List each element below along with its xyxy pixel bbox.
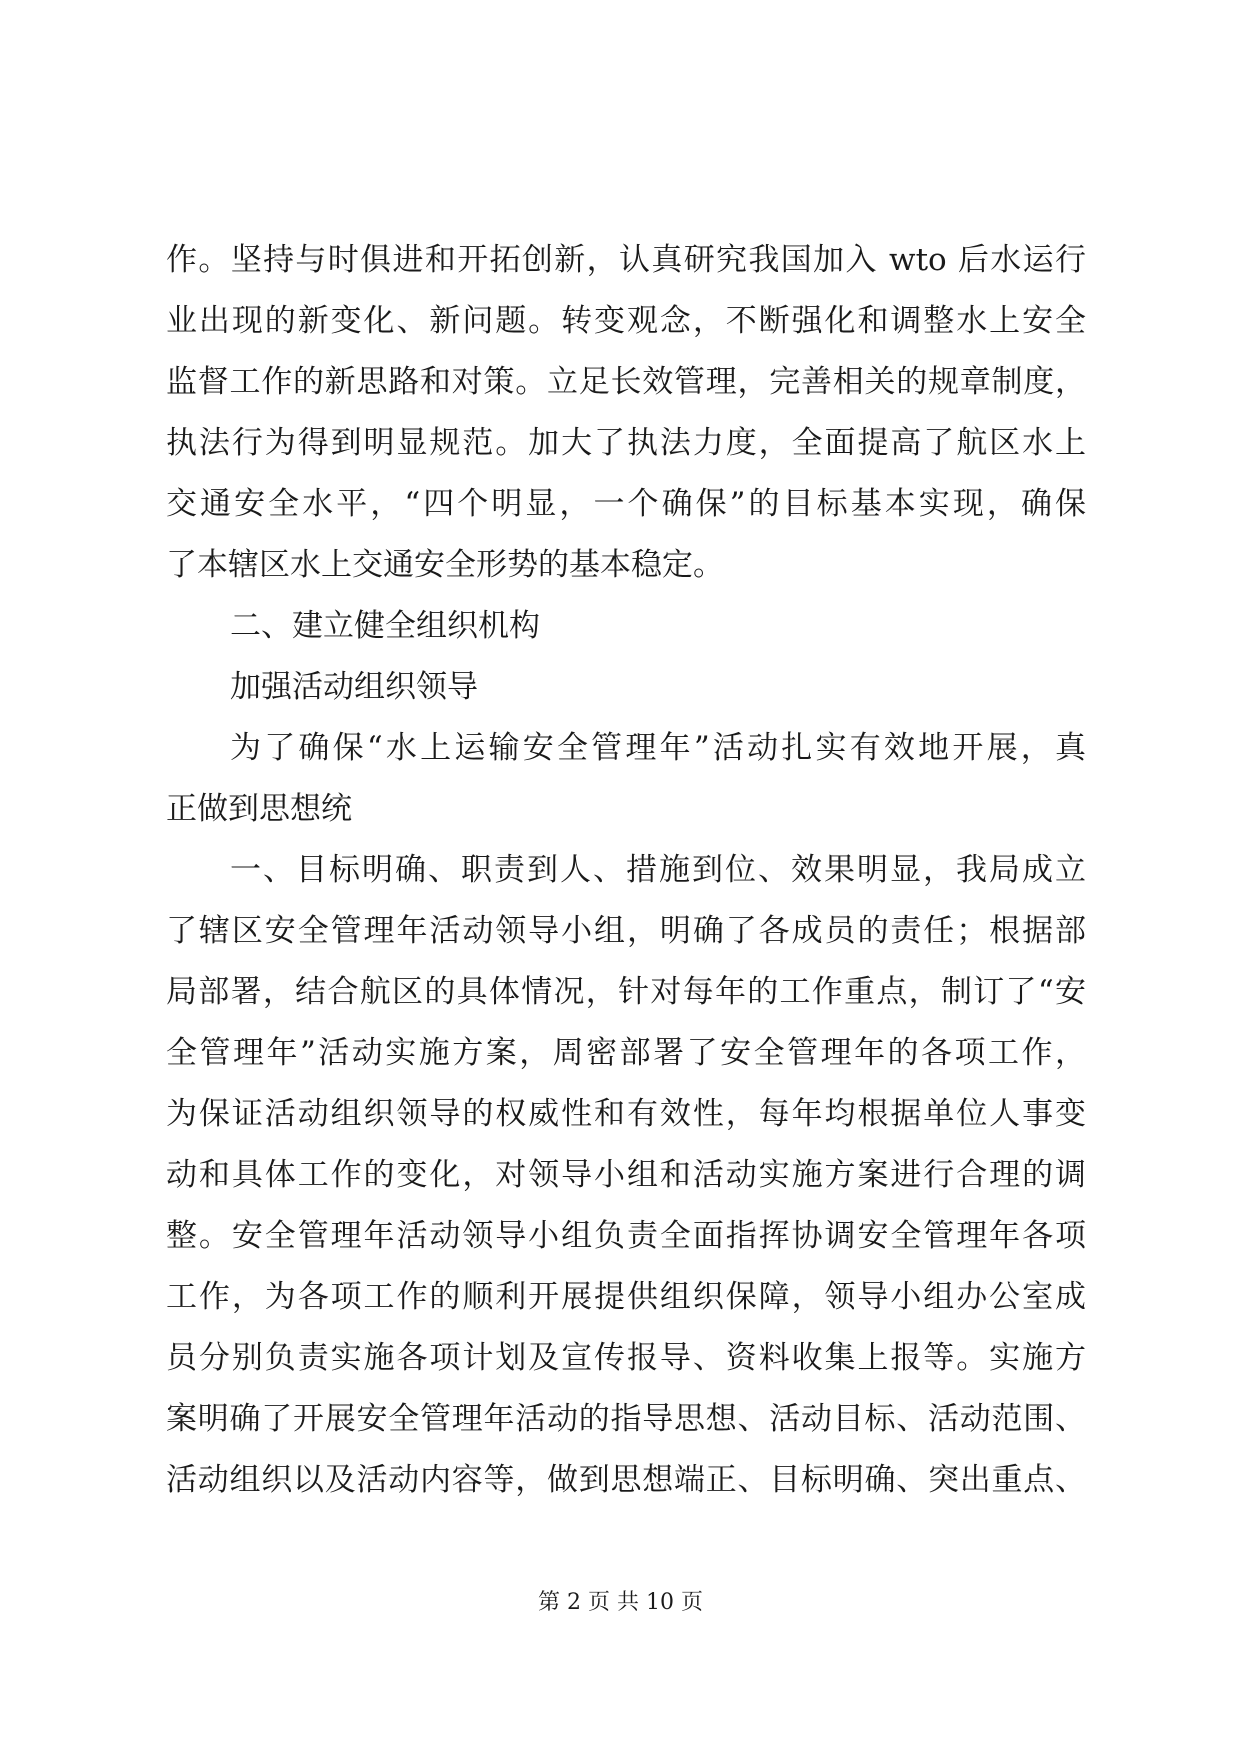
text-line: 活动组织以及活动内容等，做到思想端正、目标明确、突出重点、 — [166, 1462, 1086, 1498]
text-line: 交通安全水平，“四个明显，一个确保”的目标基本实现，确保 — [166, 486, 1086, 522]
text-line: 局部署，结合航区的具体情况，针对每年的工作重点，制订了“安 — [166, 974, 1086, 1010]
text-line: 作。坚持与时俱进和开拓创新，认真研究我国加入 wto 后水运行 — [166, 242, 1086, 278]
text-line: 整。安全管理年活动领导小组负责全面指挥协调安全管理年各项 — [166, 1218, 1086, 1254]
text-line: 全管理年”活动实施方案，周密部署了安全管理年的各项工作， — [166, 1035, 1086, 1071]
text-line: 员分别负责实施各项计划及宣传报导、资料收集上报等。实施方 — [166, 1340, 1086, 1376]
text-line: 为了确保“水上运输安全管理年”活动扎实有效地开展，真 — [230, 730, 1086, 766]
text-line: 工作，为各项工作的顺利开展提供组织保障，领导小组办公室成 — [166, 1279, 1086, 1315]
text-line: 执法行为得到明显规范。加大了执法力度，全面提高了航区水上 — [166, 425, 1086, 461]
text-line: 加强活动组织领导 — [230, 669, 478, 705]
text-line: 了辖区安全管理年活动领导小组，明确了各成员的责任；根据部 — [166, 913, 1086, 949]
text-line: 正做到思想统 — [166, 791, 352, 827]
text-line: 为保证活动组织领导的权威性和有效性，每年均根据单位人事变 — [166, 1096, 1086, 1132]
page-footer: 第 2 页 共 10 页 — [538, 1590, 703, 1615]
text-line: 案明确了开展安全管理年活动的指导思想、活动目标、活动范围、 — [166, 1401, 1086, 1437]
body-text — [166, 230, 1086, 1511]
text-line: 二、建立健全组织机构 — [230, 608, 540, 644]
text-line: 动和具体工作的变化，对领导小组和活动实施方案进行合理的调 — [166, 1157, 1086, 1193]
text-line: 一、目标明确、职责到人、措施到位、效果明显，我局成立 — [230, 852, 1086, 888]
text-line: 业出现的新变化、新问题。转变观念，不断强化和调整水上安全 — [166, 303, 1086, 339]
text-line: 了本辖区水上交通安全形势的基本稳定。 — [166, 547, 724, 583]
text-line: 监督工作的新思路和对策。立足长效管理，完善相关的规章制度， — [166, 364, 1086, 400]
